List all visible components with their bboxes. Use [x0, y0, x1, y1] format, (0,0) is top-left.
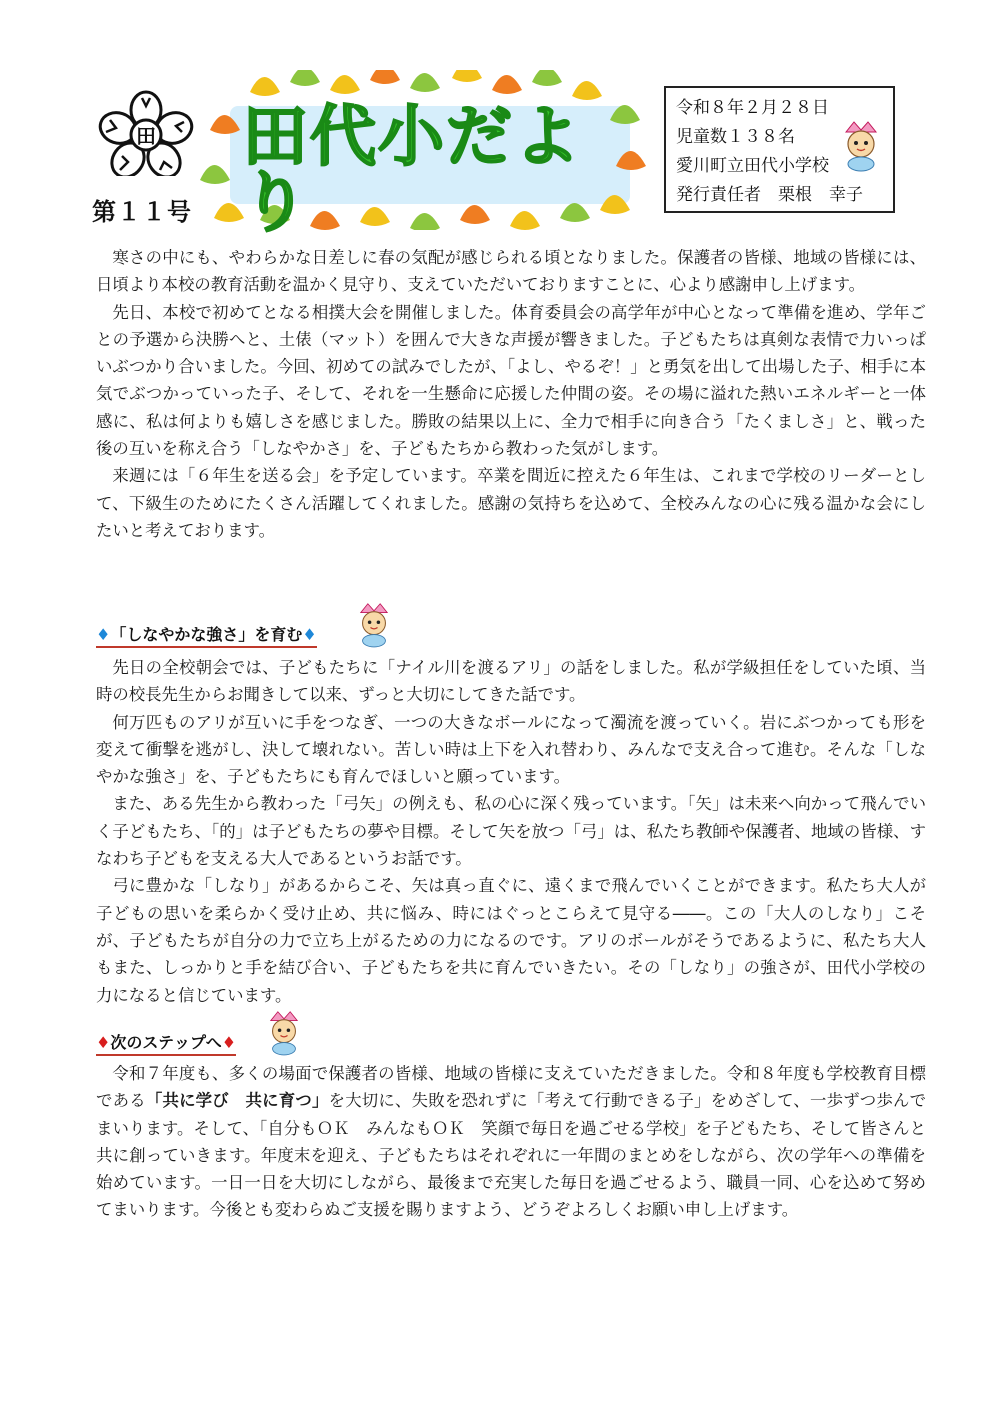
student-count: 児童数１３８名 — [676, 127, 795, 147]
intro-paragraph-1: 寒さの中にも、やわらかな日差しに春の気配が感じられる頃となりました。保護者の皆様、地域の皆様には、日頃より本校の教育活動を温かく見守り、支えていただいておりますことに、心より感謝申し上げます。 — [96, 248, 926, 295]
school-name: 愛川町立田代小学校 — [676, 156, 829, 176]
section-1-heading — [96, 622, 317, 648]
emblem-char: 田 — [136, 124, 156, 148]
newsletter-title: 田代小だより — [242, 98, 582, 241]
diamond-icon: ♦ — [302, 625, 317, 644]
school-goal: 「共に学び 共に育つ」 — [145, 1091, 329, 1111]
sakura-emblem-icon — [98, 90, 194, 176]
section-1-body — [96, 654, 926, 1009]
section-1-title: 「しなやかな強さ」を育む — [110, 625, 303, 644]
intro-paragraph-3: 来週には「６年生を送る会」を予定しています。卒業を間近に控えた６年生は、これまで学校のリーダーとして、下級生のためにたくさん活躍してくれました。感謝の気持ちを込めて、全校みんなの心に残る温かな会にしたいと考えております。 — [96, 466, 926, 540]
diamond-icon: ♦ — [221, 1033, 237, 1052]
mascot-icon — [262, 1008, 306, 1056]
intro-paragraph-2: 先日、本校で初めてとなる相撲大会を開催しました。体育委員会の高学年が中心となって準備を進め、学年ごとの予選から決勝へと、土俵（マット）を囲んで大きな声援が響きました。子どもたちは真剣な表情で力いっぱいぶつかり合いました。今回、初めての試みでしたが、「よし、やるぞ！」と勇気を出して出場した子、相手に本気でぶつかっていった子、そして、それを一生懸命に応援した仲間の姿。その場に溢れた熱いエネルギーと一体感に、私は何よりも嬉しさを感じました。勝敗の結果以上に、全力で相手に向き合う「たくましさ」と、戦った後の互いを称え合う「しなやかさ」を、子どもたちから教わった気がします。 — [96, 302, 926, 459]
publisher: 発行責任者 栗根 幸子 — [676, 185, 863, 205]
issue-date: 令和８年２月２８日 — [676, 98, 829, 118]
mascot-icon — [836, 118, 886, 172]
section-1-paragraph-2: 何万匹ものアリが互いに手をつなぎ、一つの大きなボールになって濁流を渡っていく。岩にぶつかっても形を変えて衝撃を逃がし、決して壊れない。苦しい時は上下を入れ替わり、みんなで支え合って進む。そんな「しなやかな強さ」を、子どもたちにも育んでほしいと願っています。 — [96, 712, 926, 787]
diamond-icon: ♦ — [96, 625, 111, 644]
mascot-icon — [352, 600, 396, 648]
section-2-paragraph — [96, 1060, 926, 1224]
section-1-paragraph-3: また、ある先生から教わった「弓矢」の例えも、私の心に深く残っています。「矢」は未来へ向かって飛んでいく子どもたち、「的」は子どもたちの夢や目標。そして矢を放つ「弓」は、私たち教師や保護者、地域の皆様、すなわち子どもを支える大人であるというお話です。 — [96, 794, 927, 869]
diamond-icon: ♦ — [96, 1033, 111, 1052]
section-2-text-before: 令和７年度も、多くの場面で保護者の皆様、地域の皆様に支えていただきました。令和８年度も学校教育目標である — [96, 1064, 926, 1111]
section-2-title: 次のステップへ — [110, 1033, 222, 1052]
intro-section — [96, 244, 926, 544]
section-1-paragraph-4: 弓に豊かな「しなり」があるからこそ、矢は真っ直ぐに、遠くまで飛んでいくことができます。私たち大人が子どもの思いを柔らかく受け止め、共に悩み、時にはぐっとこらえて見守る――。この「大人のしなり」こそが、子どもたちが自分の力で立ち上がるための力になるのです。アリのボールがそうであるように、私たち大人もまた、しっかりと手を結び合い、子どもたちを共に育んでいきたい。その「しなり」の強さが、田代小学校の力になると信じています。 — [96, 876, 926, 1005]
issue-number: 第１１号 — [92, 198, 192, 226]
section-2-text-after: を大切に、失敗を恐れずに「考えて行動できる子」をめざして、一歩ずつ歩んでまいります。そして、「自分もＯＫ みんなもＯＫ 笑顔で毎日を過ごせる学校」を子どもたち、そして皆さんと共に創っていきます。年度末を迎え、子どもたちはそれぞれに一年間のまとめをしながら、次の学年への準備を始めています。一日一日を大切にしながら、最後まで充実した毎日を過ごせるよう、職員一同、心を込めて努めてまいります。今後とも変わらぬご支援を賜りますよう、どうぞよろしくお願い申し上げます。 — [96, 1091, 927, 1220]
section-2-heading — [96, 1030, 236, 1056]
section-2-body — [96, 1060, 926, 1224]
section-1-paragraph-1: 先日の全校朝会では、子どもたちに「ナイル川を渡るアリ」の話をしました。私が学級担任をしていた頃、当時の校長先生からお聞きして以来、ずっと大切にしてきた話です。 — [96, 658, 926, 705]
